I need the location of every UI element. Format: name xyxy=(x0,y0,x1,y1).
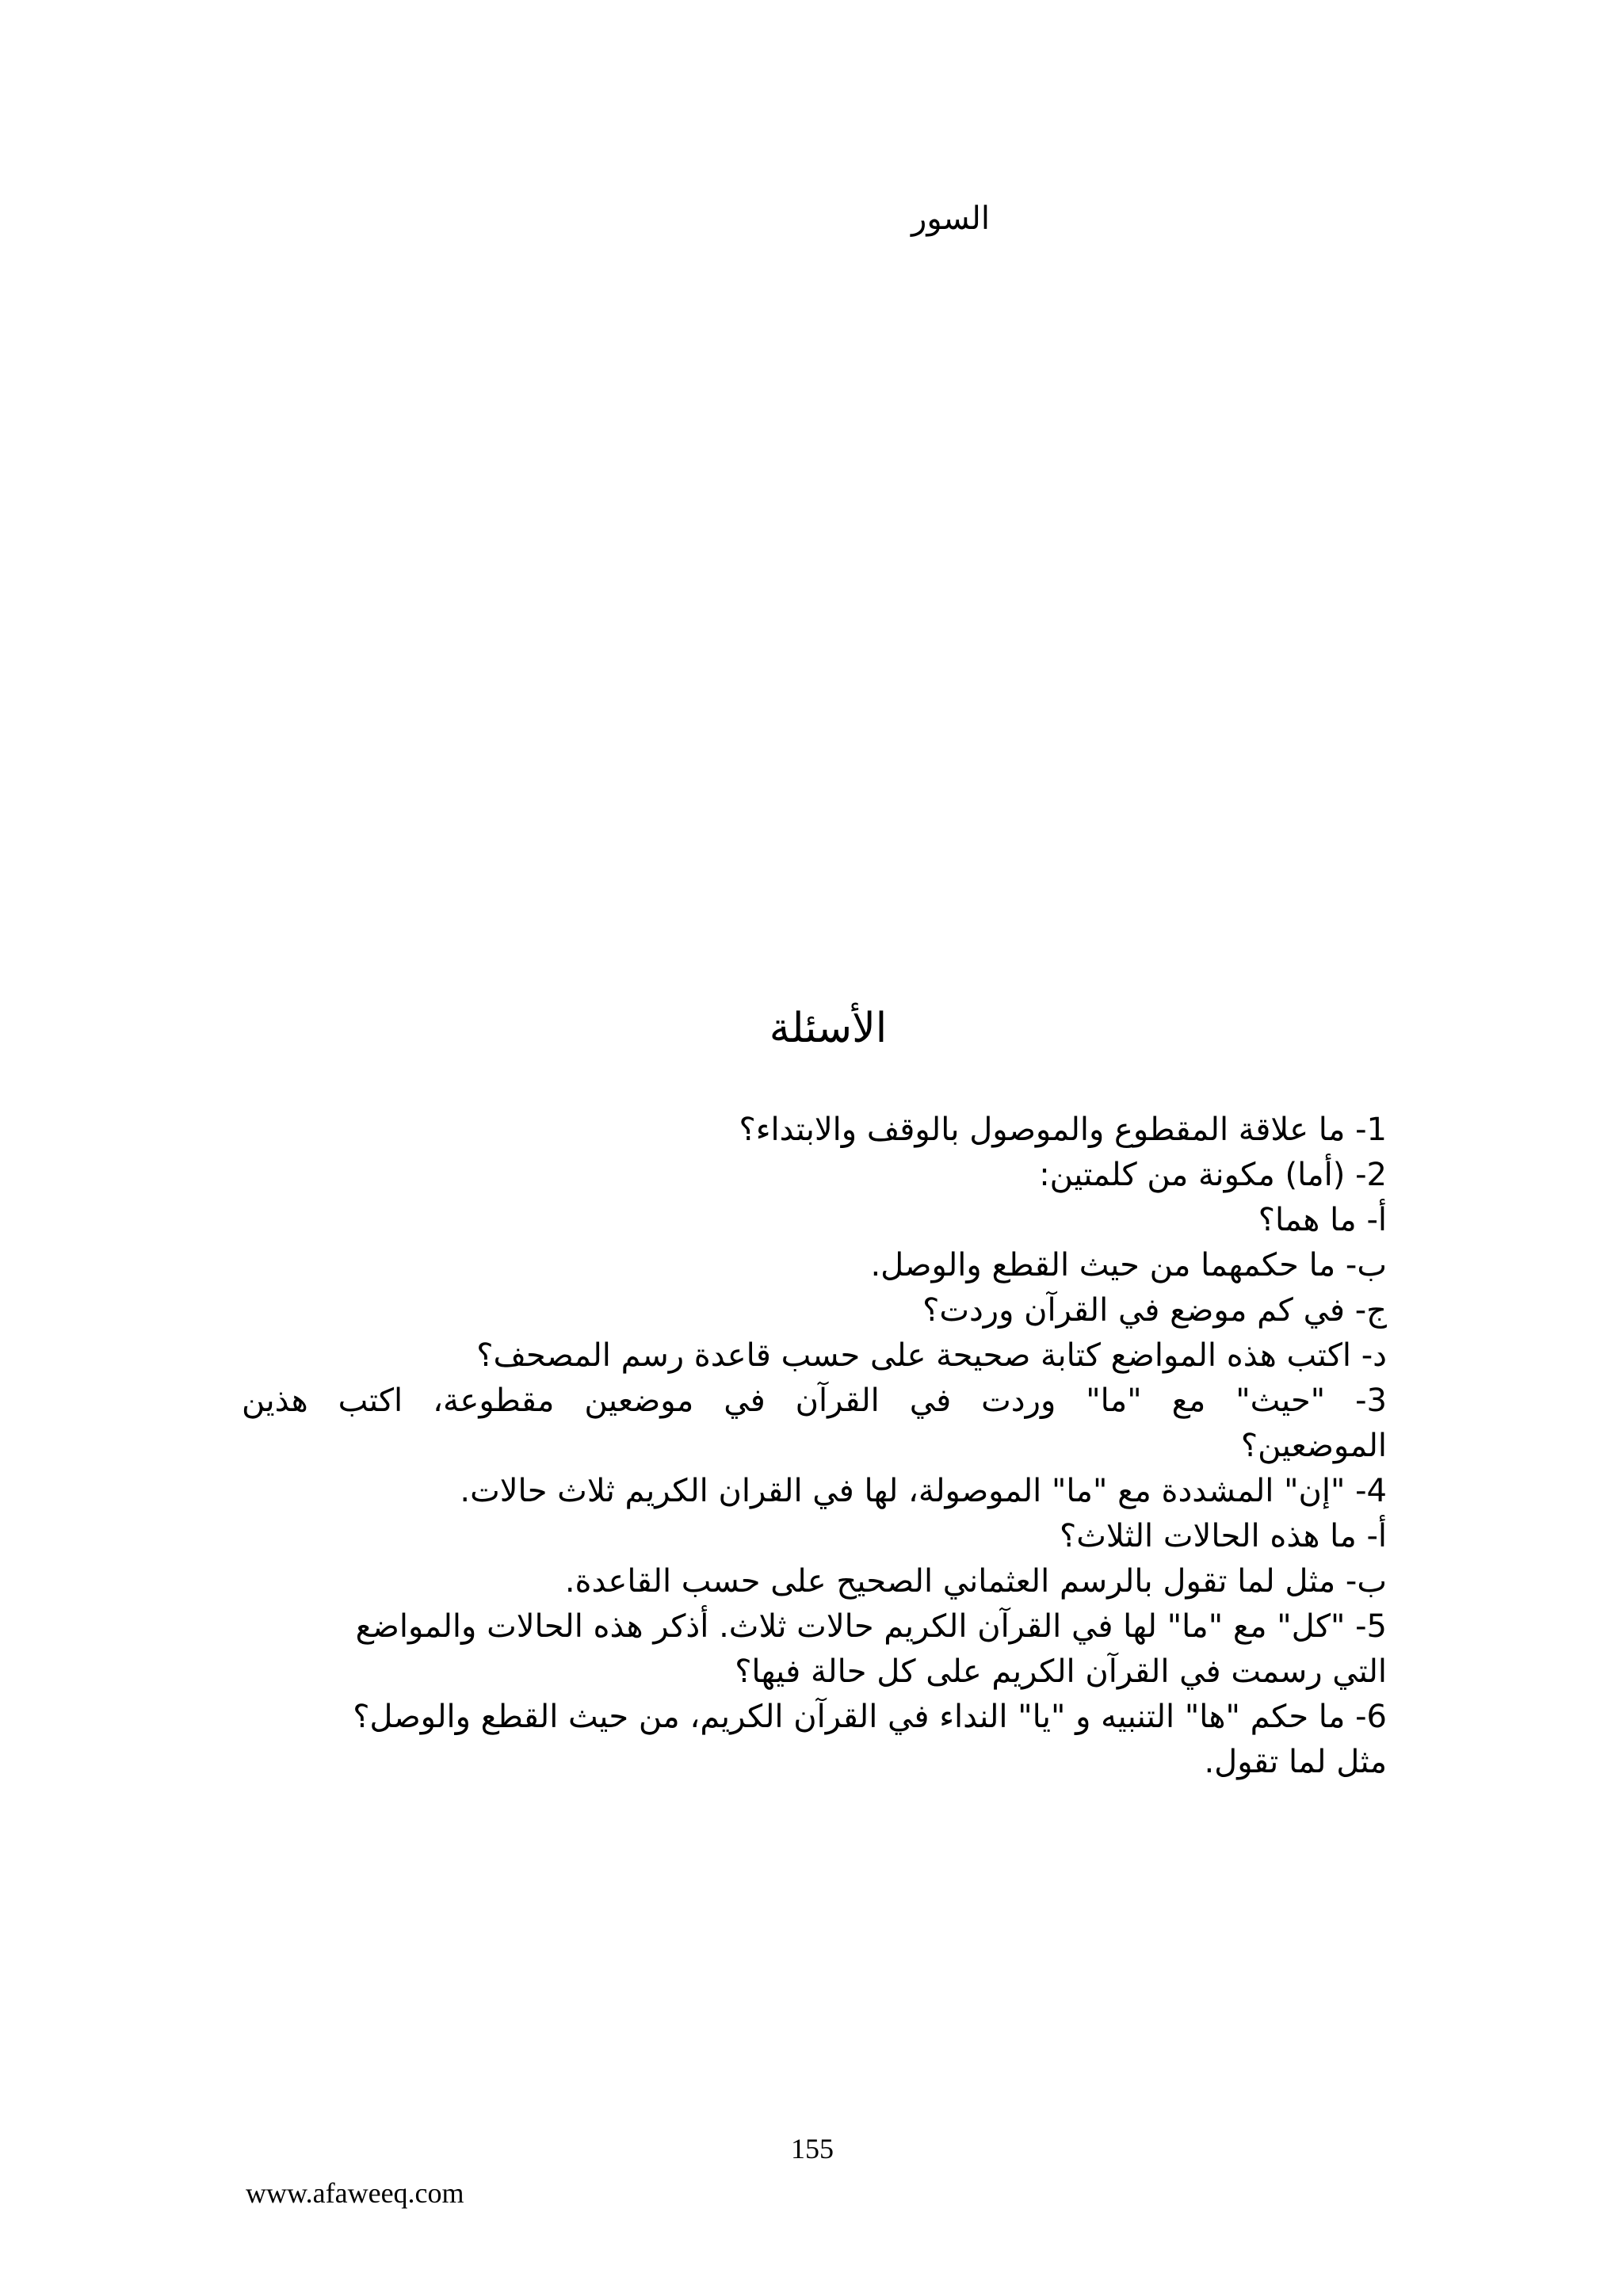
question-line: 5- "كل" مع "ما" لها في القرآن الكريم حالات ثلاث. أذكر هذه الحالات والمواضع xyxy=(355,1608,1387,1645)
question-line: 1- ما علاقة المقطوع والموصول بالوقف والابتداء؟ xyxy=(739,1112,1387,1148)
question-line: ب- ما حكمهما من حيث القطع والوصل. xyxy=(870,1247,1387,1283)
running-header-title: السور xyxy=(911,200,990,237)
question-line: الموضعين؟ xyxy=(1240,1428,1387,1464)
question-line: 2- (أما) مكونة من كلمتين: xyxy=(1039,1157,1387,1193)
question-line: 4- "إن" المشددة مع "ما" الموصولة، لها في القران الكريم ثلاث حالات. xyxy=(460,1473,1387,1509)
question-line: ج- في كم موضع في القرآن وردت؟ xyxy=(922,1292,1387,1329)
footer-url: www.afaweeq.com xyxy=(246,2177,464,2209)
question-line: 3- "حيث" مع "ما" وردت في القرآن في موضعين مقطوعة، اكتب هذين xyxy=(242,1383,1387,1419)
question-line: مثل لما تقول. xyxy=(1204,1744,1387,1780)
section-title: الأسئلة xyxy=(769,1005,888,1052)
page-number: 155 xyxy=(791,2133,834,2164)
question-line: د- اكتب هذه المواضع كتابة صحيحة على حسب قاعدة رسم المصحف؟ xyxy=(476,1337,1387,1374)
questions-list xyxy=(242,1108,1387,1785)
question-line: التي رسمت في القرآن الكريم على كل حالة فيها؟ xyxy=(735,1653,1387,1690)
question-line: أ- ما هذه الحالات الثلاث؟ xyxy=(1060,1518,1387,1554)
question-line: أ- ما هما؟ xyxy=(1258,1202,1387,1238)
question-line: ب- مثل لما تقول بالرسم العثماني الصحيح على حسب القاعدة. xyxy=(564,1563,1387,1600)
question-line: 6- ما حكم "ها" التنبيه و "يا" النداء في القرآن الكريم، من حيث القطع والوصل؟ xyxy=(353,1699,1387,1735)
